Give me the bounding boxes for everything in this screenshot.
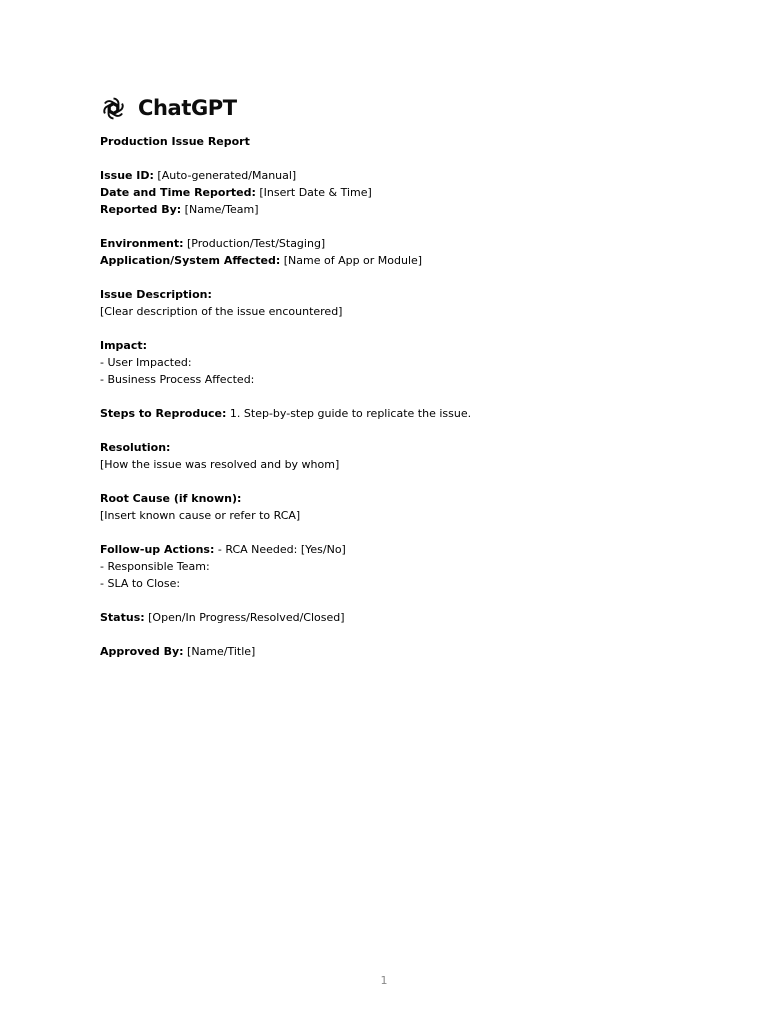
- section-impact-label: Impact:: [100, 339, 148, 352]
- field-value: [Name/Title]: [183, 645, 256, 658]
- field-label: Follow-up Actions:: [100, 543, 215, 556]
- field-label: Issue ID:: [100, 169, 154, 182]
- brand-logo: [100, 94, 237, 122]
- impact-item: - Business Process Affected:: [100, 373, 255, 386]
- field-value: [Open/In Progress/Resolved/Closed]: [144, 611, 345, 624]
- brand-name: ChatGPT: [138, 96, 237, 120]
- field-reported-by: [100, 201, 700, 218]
- field-date-reported: [100, 184, 700, 201]
- field-label: Status:: [100, 611, 145, 624]
- section-description-value: [Clear description of the issue encountered]: [100, 305, 343, 318]
- section-resolution-value: [How the issue was resolved and by whom]: [100, 458, 340, 471]
- field-label: Approved By:: [100, 645, 184, 658]
- field-label: Reported By:: [100, 203, 182, 216]
- field-label: Steps to Reproduce:: [100, 407, 227, 420]
- field-value: [Insert Date & Time]: [255, 186, 372, 199]
- openai-knot-icon: [100, 95, 127, 122]
- section-description-label: Issue Description:: [100, 288, 212, 301]
- follow-up-item: - SLA to Close:: [100, 577, 181, 590]
- field-status: [100, 609, 700, 626]
- report-title: Production Issue Report: [100, 135, 250, 148]
- follow-up-item: - Responsible Team:: [100, 560, 210, 573]
- field-label: Date and Time Reported:: [100, 186, 256, 199]
- field-approved-by: [100, 643, 700, 660]
- field-follow-up: [100, 541, 700, 558]
- section-root-cause-value: [Insert known cause or refer to RCA]: [100, 509, 301, 522]
- field-value: [Production/Test/Staging]: [183, 237, 326, 250]
- field-label: Environment:: [100, 237, 184, 250]
- field-environment: [100, 235, 700, 252]
- field-value: 1. Step-by-step guide to replicate the issue.: [226, 407, 472, 420]
- field-label: Application/System Affected:: [100, 254, 281, 267]
- field-issue-id: [100, 167, 700, 184]
- impact-item: - User Impacted:: [100, 356, 192, 369]
- report-body: [100, 133, 700, 660]
- section-root-cause-label: Root Cause (if known):: [100, 492, 242, 505]
- field-value: [Auto-generated/Manual]: [153, 169, 297, 182]
- field-steps: [100, 405, 700, 422]
- page-number: 1: [380, 974, 388, 987]
- field-application: [100, 252, 700, 269]
- field-value: [Name/Team]: [181, 203, 259, 216]
- field-value: [Name of App or Module]: [280, 254, 423, 267]
- section-resolution-label: Resolution:: [100, 441, 171, 454]
- field-value: - RCA Needed: [Yes/No]: [214, 543, 346, 556]
